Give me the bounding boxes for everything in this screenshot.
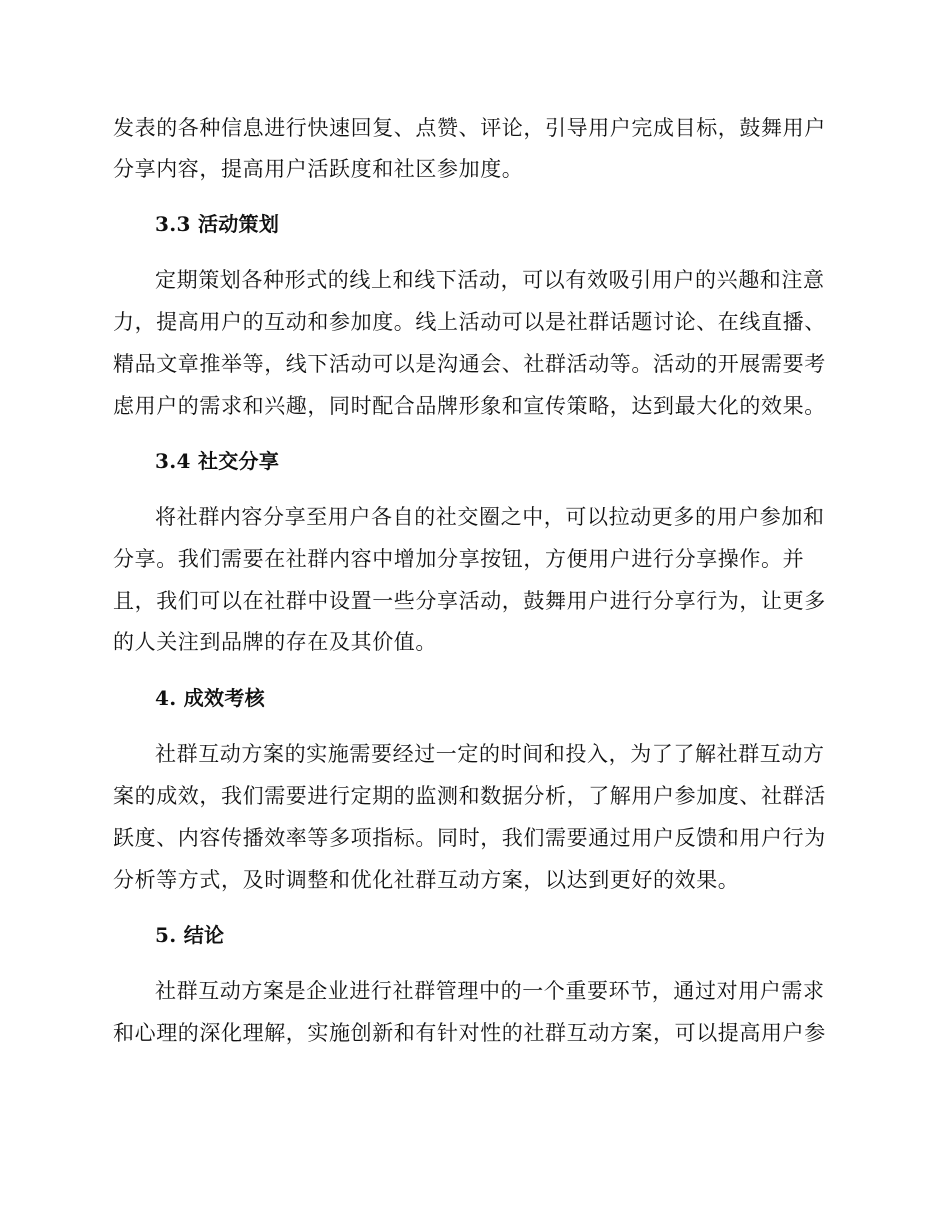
paragraph-line: 社群互动方案是企业进行社群管理中的一个重要环节，通过对用户需求 <box>155 979 825 1003</box>
paragraph-line: 和心理的深化理解，实施创新和有针对性的社群互动方案，可以提高用户参 <box>113 1021 826 1045</box>
paragraph-line: 将社群内容分享至用户各自的社交圈之中，可以拉动更多的用户参加和 <box>155 505 825 529</box>
paragraph-line: 力，提高用户的互动和参加度。线上活动可以是社群话题讨论、在线直播、 <box>113 310 826 334</box>
section-heading-3-4: 3.4 社交分享 <box>155 449 280 473</box>
paragraph-line: 跃度、内容传播效率等多项指标。同时，我们需要通过用户反馈和用户行为 <box>113 826 826 850</box>
paragraph-line: 的人关注到品牌的存在及其价值。 <box>113 630 437 654</box>
paragraph-line: 分享内容，提高用户活跃度和社区参加度。 <box>113 157 524 181</box>
section-heading-3-3: 3.3 活动策划 <box>155 212 280 236</box>
section-heading-4: 4. 成效考核 <box>155 686 265 710</box>
paragraph-line: 分析等方式，及时调整和优化社群互动方案，以达到更好的效果。 <box>113 868 740 892</box>
paragraph-line: 精品文章推举等，线下活动可以是沟通会、社群活动等。活动的开展需要考 <box>113 352 826 376</box>
paragraph-line: 虑用户的需求和兴趣，同时配合品牌形象和宣传策略，达到最大化的效果。 <box>113 394 826 418</box>
paragraph-line: 定期策划各种形式的线上和线下活动，可以有效吸引用户的兴趣和注意 <box>155 268 825 292</box>
paragraph-line: 分享。我们需要在社群内容中增加分享按钮，方便用户进行分享操作。并 <box>113 547 805 571</box>
paragraph-line: 且，我们可以在社群中设置一些分享活动，鼓舞用户进行分享行为，让更多 <box>113 589 826 613</box>
section-heading-5: 5. 结论 <box>155 923 225 947</box>
paragraph-line: 案的成效，我们需要进行定期的监测和数据分析，了解用户参加度、社群活 <box>113 784 826 808</box>
paragraph-line: 社群互动方案的实施需要经过一定的时间和投入，为了了解社群互动方 <box>155 742 825 766</box>
paragraph-line: 发表的各种信息进行快速回复、点赞、评论，引导用户完成目标，鼓舞用户 <box>113 116 826 140</box>
